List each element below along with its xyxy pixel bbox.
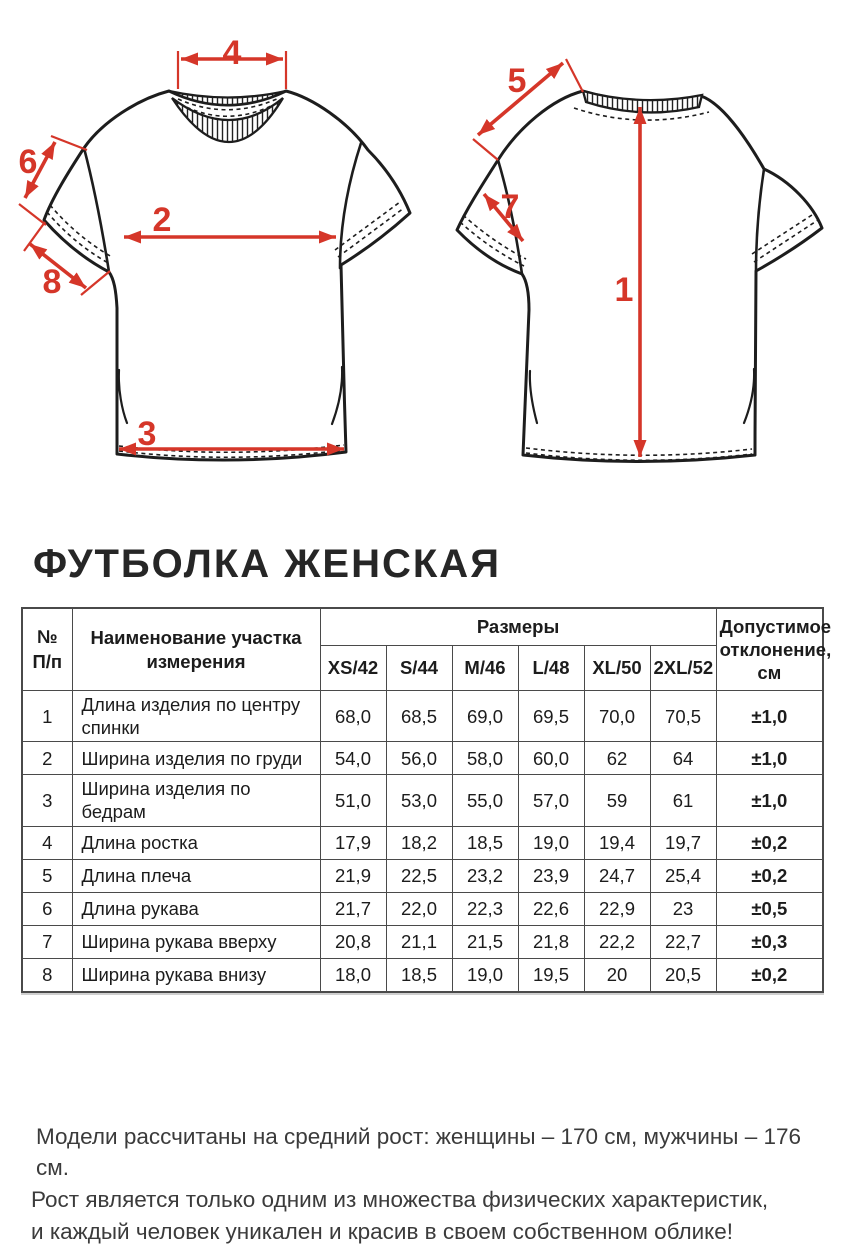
value-cell: 23 bbox=[650, 892, 716, 925]
value-cell: 23,9 bbox=[518, 859, 584, 892]
table-row bbox=[22, 775, 823, 826]
value-cell: 18,2 bbox=[386, 826, 452, 859]
size-column-header: XL/50 bbox=[584, 646, 650, 691]
column-header-number: № П/п bbox=[22, 608, 72, 691]
size-measurements-table bbox=[21, 607, 824, 993]
value-cell: 23,2 bbox=[452, 859, 518, 892]
value-cell: 22,7 bbox=[650, 925, 716, 958]
tolerance-cell: ±0,5 bbox=[716, 892, 823, 925]
measure-label-5: 5 bbox=[508, 62, 527, 100]
value-cell: 21,7 bbox=[320, 892, 386, 925]
value-cell: 20,5 bbox=[650, 958, 716, 992]
value-cell: 20 bbox=[584, 958, 650, 992]
tshirt-front-view-diagram bbox=[0, 18, 420, 500]
column-header-name: Наименование участка измерения bbox=[72, 608, 320, 691]
footer-line: Модели рассчитаны на средний рост: женщины – 170 см, мужчины – 176 см. bbox=[31, 1121, 821, 1185]
tolerance-cell: ±1,0 bbox=[716, 691, 823, 742]
row-number-cell: 6 bbox=[22, 892, 72, 925]
value-cell: 21,5 bbox=[452, 925, 518, 958]
size-column-header: S/44 bbox=[386, 646, 452, 691]
value-cell: 68,0 bbox=[320, 691, 386, 742]
tolerance-cell: ±0,2 bbox=[716, 958, 823, 992]
value-cell: 22,5 bbox=[386, 859, 452, 892]
measure-name-cell: Ширина рукава вверху bbox=[72, 925, 320, 958]
front-body-outline bbox=[44, 91, 410, 460]
row-number-cell: 7 bbox=[22, 925, 72, 958]
value-cell: 19,0 bbox=[518, 826, 584, 859]
footer-line: и каждый человек уникален и красив в своем собственном облике! bbox=[31, 1216, 821, 1248]
value-cell: 59 bbox=[584, 775, 650, 826]
measure-label-3: 3 bbox=[138, 415, 157, 453]
row-number-cell: 5 bbox=[22, 859, 72, 892]
row-number-cell: 3 bbox=[22, 775, 72, 826]
value-cell: 21,8 bbox=[518, 925, 584, 958]
value-cell: 22,2 bbox=[584, 925, 650, 958]
tolerance-cell: ±0,2 bbox=[716, 826, 823, 859]
value-cell: 22,9 bbox=[584, 892, 650, 925]
table-row bbox=[22, 892, 823, 925]
value-cell: 55,0 bbox=[452, 775, 518, 826]
tolerance-cell: ±1,0 bbox=[716, 742, 823, 775]
value-cell: 61 bbox=[650, 775, 716, 826]
value-cell: 22,3 bbox=[452, 892, 518, 925]
footer-note bbox=[31, 1121, 821, 1248]
value-cell: 17,9 bbox=[320, 826, 386, 859]
value-cell: 69,5 bbox=[518, 691, 584, 742]
value-cell: 64 bbox=[650, 742, 716, 775]
footer-line: Рост является только одним из множества физических характеристик, bbox=[31, 1184, 821, 1216]
value-cell: 19,4 bbox=[584, 826, 650, 859]
value-cell: 22,0 bbox=[386, 892, 452, 925]
value-cell: 58,0 bbox=[452, 742, 518, 775]
measure-label-6: 6 bbox=[19, 143, 38, 181]
measure-label-2: 2 bbox=[153, 201, 172, 239]
row-number-cell: 8 bbox=[22, 958, 72, 992]
value-cell: 69,0 bbox=[452, 691, 518, 742]
measure-name-cell: Ширина изделия по груди bbox=[72, 742, 320, 775]
value-cell: 18,5 bbox=[452, 826, 518, 859]
table-row bbox=[22, 925, 823, 958]
value-cell: 68,5 bbox=[386, 691, 452, 742]
value-cell: 20,8 bbox=[320, 925, 386, 958]
size-column-header: XS/42 bbox=[320, 646, 386, 691]
tolerance-cell: ±1,0 bbox=[716, 775, 823, 826]
tolerance-cell: ±0,3 bbox=[716, 925, 823, 958]
value-cell: 19,5 bbox=[518, 958, 584, 992]
value-cell: 56,0 bbox=[386, 742, 452, 775]
value-cell: 53,0 bbox=[386, 775, 452, 826]
size-column-header: M/46 bbox=[452, 646, 518, 691]
measure-name-cell: Ширина изделия по бедрам bbox=[72, 775, 320, 826]
size-column-header: 2XL/52 bbox=[650, 646, 716, 691]
tshirt-back-view-diagram bbox=[420, 18, 841, 500]
row-number-cell: 4 bbox=[22, 826, 72, 859]
value-cell: 51,0 bbox=[320, 775, 386, 826]
value-cell: 22,6 bbox=[518, 892, 584, 925]
measure-label-8: 8 bbox=[43, 263, 62, 301]
value-cell: 70,0 bbox=[584, 691, 650, 742]
value-cell: 57,0 bbox=[518, 775, 584, 826]
table-row bbox=[22, 859, 823, 892]
value-cell: 21,9 bbox=[320, 859, 386, 892]
measure-name-cell: Длина рукава bbox=[72, 892, 320, 925]
tolerance-cell: ±0,2 bbox=[716, 859, 823, 892]
measure-label-7: 7 bbox=[501, 188, 520, 226]
value-cell: 21,1 bbox=[386, 925, 452, 958]
value-cell: 60,0 bbox=[518, 742, 584, 775]
value-cell: 19,0 bbox=[452, 958, 518, 992]
value-cell: 18,0 bbox=[320, 958, 386, 992]
table-row bbox=[22, 691, 823, 742]
value-cell: 19,7 bbox=[650, 826, 716, 859]
size-column-header: L/48 bbox=[518, 646, 584, 691]
value-cell: 18,5 bbox=[386, 958, 452, 992]
measure-name-cell: Длина ростка bbox=[72, 826, 320, 859]
table-row bbox=[22, 826, 823, 859]
row-number-cell: 2 bbox=[22, 742, 72, 775]
measure-label-4: 4 bbox=[223, 34, 242, 72]
table-row bbox=[22, 958, 823, 992]
table-row bbox=[22, 742, 823, 775]
tshirt-diagrams bbox=[0, 0, 841, 500]
column-header-tolerance: Допустимое отклонение, см bbox=[716, 608, 823, 691]
measure-name-cell: Ширина рукава внизу bbox=[72, 958, 320, 992]
column-group-sizes: Размеры bbox=[320, 608, 716, 646]
value-cell: 24,7 bbox=[584, 859, 650, 892]
measure-name-cell: Длина плеча bbox=[72, 859, 320, 892]
page-title: ФУТБОЛКА ЖЕНСКАЯ bbox=[33, 542, 841, 587]
measure-name-cell: Длина изделия по центру спинки bbox=[72, 691, 320, 742]
value-cell: 62 bbox=[584, 742, 650, 775]
row-number-cell: 1 bbox=[22, 691, 72, 742]
value-cell: 25,4 bbox=[650, 859, 716, 892]
measure-label-1: 1 bbox=[615, 271, 634, 309]
value-cell: 54,0 bbox=[320, 742, 386, 775]
value-cell: 70,5 bbox=[650, 691, 716, 742]
